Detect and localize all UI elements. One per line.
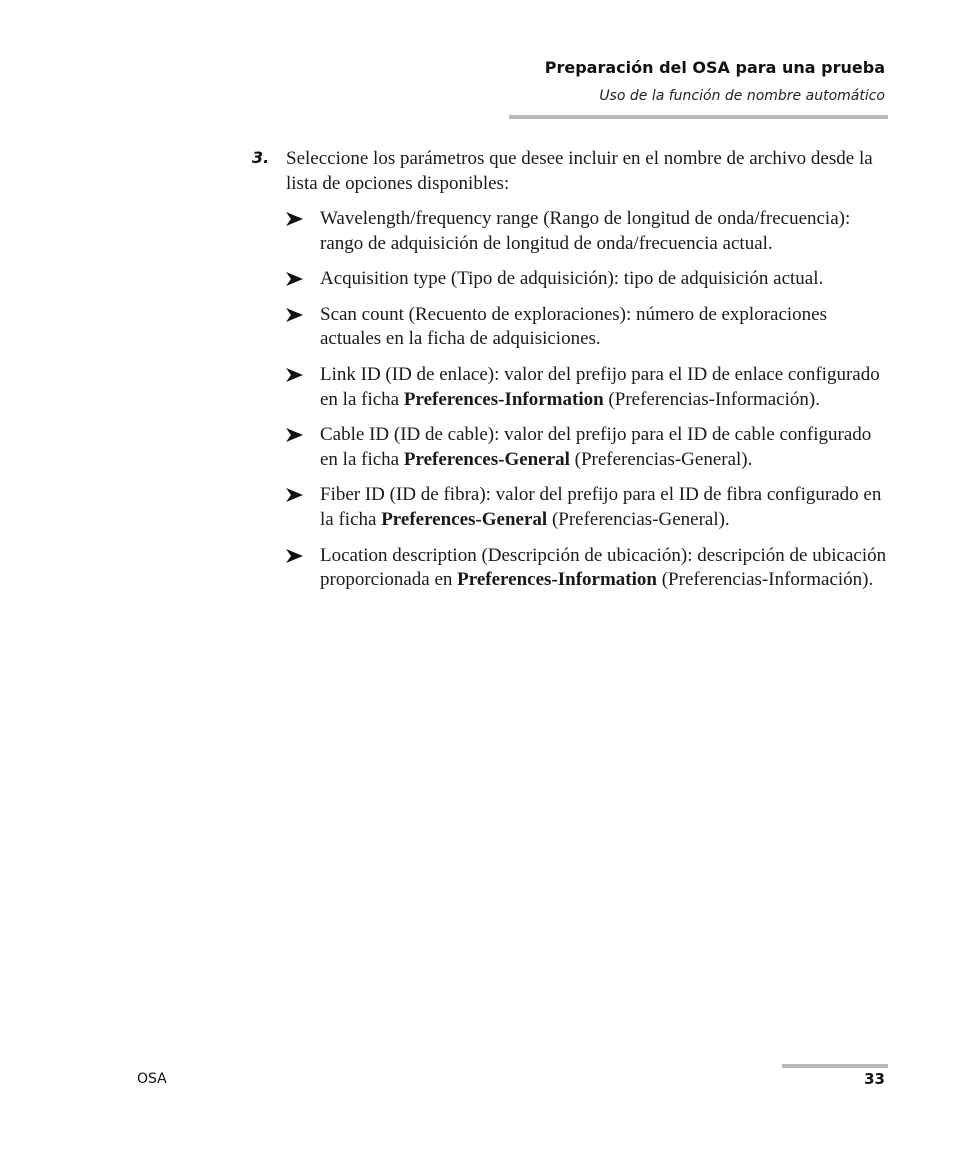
list-item-text: Link ID (ID de enlace): valor del prefijo para el ID de enlace configurado en la ficha [320, 363, 880, 410]
list-item-text-end: (Preferencias-General). [547, 508, 730, 530]
list-item-text-end: (Preferencias-Información). [603, 388, 820, 410]
list-item-bold: Preferences-Information [457, 569, 657, 591]
list-item [252, 267, 892, 292]
arrow-bullet-icon [286, 488, 303, 502]
list-item-text-end: (Preferencias-General). [569, 448, 753, 470]
arrow-bullet-icon [286, 368, 303, 382]
list-item-bold: Preferences-General [381, 508, 548, 530]
list-item-text-end: (Preferencias-Información). [656, 569, 874, 591]
list-item [252, 483, 892, 532]
list-item-text: Cable ID (ID de cable): valor del prefijo para el ID de cable configurado en la ficha [320, 424, 872, 470]
list-item [252, 207, 892, 256]
list-item [252, 544, 892, 593]
step-number: 3. [252, 148, 270, 167]
step-3 [252, 146, 892, 604]
arrow-bullet-icon [286, 308, 303, 322]
list-item-text: Acquisition type (Tipo de adquisición): tipo de adquisición actual. [320, 268, 824, 290]
list-item-text: Scan count (Recuento de exploraciones): número de exploraciones actuales en la ficha de adquisiciones. [320, 303, 828, 350]
arrow-bullet-icon [286, 428, 303, 442]
list-item [252, 303, 892, 352]
list-item-bold: Preferences-Information [403, 388, 604, 410]
running-header-subtitle: Uso de la función de nombre automático [599, 88, 885, 104]
list-item-bold: Preferences-General [403, 448, 570, 470]
running-header-title: Preparación del OSA para una prueba [544, 58, 885, 77]
step-text: Seleccione los parámetros que desee incluir en el nombre de archivo desde la lista de opciones disponibles: [286, 148, 873, 194]
option-list [252, 207, 892, 593]
list-item [252, 423, 892, 472]
header-rule [509, 115, 888, 119]
list-item-text: Wavelength/frequency range (Rango de longitud de onda/frecuencia): rango de adquisición de longitud de onda/frecuencia actual. [320, 208, 851, 254]
footer-product-name: OSA [137, 1071, 167, 1087]
list-item [252, 363, 892, 412]
footer-rule [782, 1064, 888, 1068]
arrow-bullet-icon [286, 212, 303, 226]
list-item-text: Fiber ID (ID de fibra): valor del prefijo para el ID de fibra configurado en la ficha [320, 484, 882, 530]
page-number: 33 [864, 1070, 885, 1088]
arrow-bullet-icon [286, 549, 303, 563]
list-item-text: Location description (Descripción de ubicación): descripción de ubicación proporcionada en [320, 544, 887, 591]
arrow-bullet-icon [286, 272, 303, 286]
